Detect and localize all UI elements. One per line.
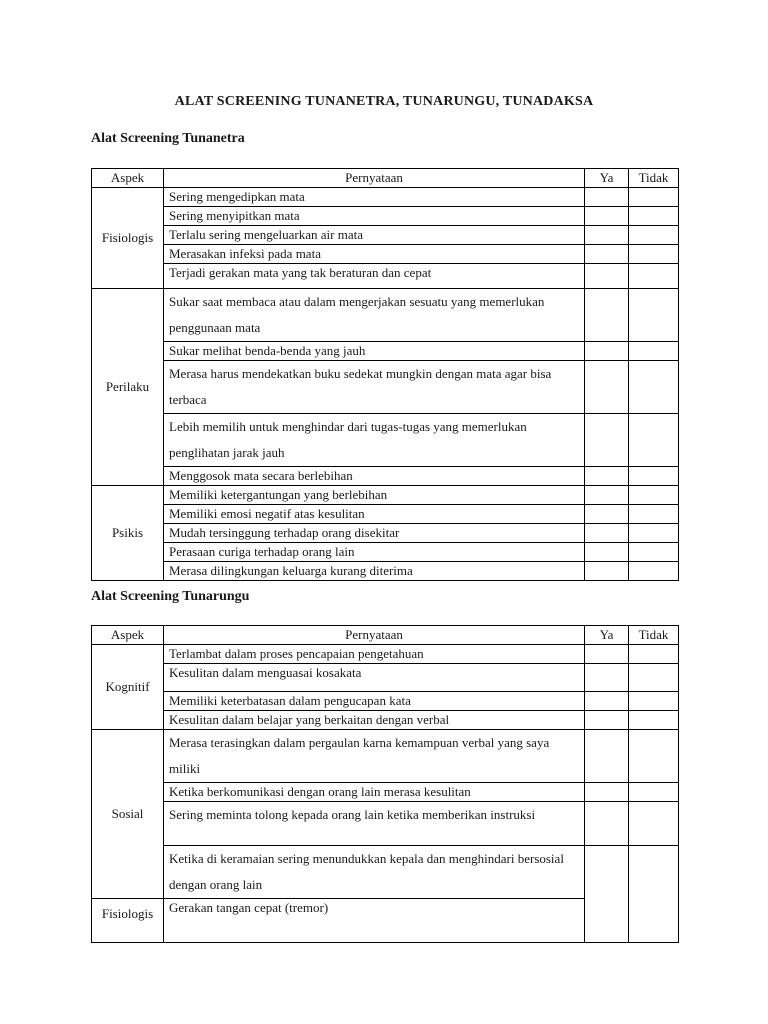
ya-checkbox-cell[interactable] [585, 245, 629, 264]
statement-cell: Terjadi gerakan mata yang tak beraturan dan cepat [164, 264, 585, 289]
ya-checkbox-cell[interactable] [585, 361, 629, 414]
statement-cell: Ketika di keramaian sering menundukkan kepala dan menghindari bersosial dengan orang lain [164, 846, 585, 899]
table-header-row [92, 169, 679, 188]
statement-cell: Ketika berkomunikasi dengan orang lain merasa kesulitan [164, 783, 585, 802]
table-row [92, 414, 679, 467]
ya-checkbox-cell[interactable] [585, 645, 629, 664]
section-heading-tunarungu: Alat Screening Tunarungu [91, 589, 250, 604]
statement-cell: Kesulitan dalam menguasai kosakata [164, 664, 585, 692]
tidak-checkbox-cell[interactable] [629, 207, 679, 226]
table-row [92, 207, 679, 226]
ya-checkbox-cell[interactable] [585, 692, 629, 711]
ya-checkbox-cell[interactable] [585, 486, 629, 505]
table-row [92, 692, 679, 711]
tidak-checkbox-cell[interactable] [629, 414, 679, 467]
tidak-checkbox-cell[interactable] [629, 188, 679, 207]
aspek-cell: Kognitif [92, 645, 164, 730]
table-row [92, 486, 679, 505]
statement-cell: Memiliki emosi negatif atas kesulitan [164, 505, 585, 524]
ya-checkbox-cell[interactable] [585, 342, 629, 361]
ya-checkbox-cell[interactable] [585, 188, 629, 207]
header-ya: Ya [585, 626, 629, 645]
tidak-checkbox-cell[interactable] [629, 664, 679, 692]
table-row [92, 524, 679, 543]
ya-checkbox-cell[interactable] [585, 207, 629, 226]
statement-cell: Merasa harus mendekatkan buku sedekat mungkin dengan mata agar bisa terbaca [164, 361, 585, 414]
ya-checkbox-cell[interactable] [585, 730, 629, 783]
table-row [92, 711, 679, 730]
table-row [92, 245, 679, 264]
document-title: ALAT SCREENING TUNANETRA, TUNARUNGU, TUNADAKSA [174, 94, 594, 109]
tidak-checkbox-cell[interactable] [629, 226, 679, 245]
statement-cell: Kesulitan dalam belajar yang berkaitan dengan verbal [164, 711, 585, 730]
header-ya: Ya [585, 169, 629, 188]
statement-cell: Merasa dilingkungan keluarga kurang diterima [164, 562, 585, 581]
statement-cell: Sukar saat membaca atau dalam mengerjakan sesuatu yang memerlukan penggunaan mata [164, 289, 585, 342]
table-row [92, 264, 679, 289]
ya-checkbox-cell[interactable] [585, 783, 629, 802]
tidak-checkbox-cell[interactable] [629, 264, 679, 289]
statement-cell: Sering meminta tolong kepada orang lain ketika memberikan instruksi [164, 802, 585, 846]
ya-checkbox-cell[interactable] [585, 711, 629, 730]
table-row [92, 562, 679, 581]
tidak-checkbox-cell[interactable] [629, 846, 679, 943]
table-row [92, 543, 679, 562]
table-row [92, 289, 679, 342]
tidak-checkbox-cell[interactable] [629, 486, 679, 505]
aspek-cell: Fisiologis [92, 188, 164, 289]
statement-cell: Menggosok mata secara berlebihan [164, 467, 585, 486]
statement-cell: Sering mengedipkan mata [164, 188, 585, 207]
tidak-checkbox-cell[interactable] [629, 562, 679, 581]
statement-cell: Memiliki keterbatasan dalam pengucapan kata [164, 692, 585, 711]
tidak-checkbox-cell[interactable] [629, 467, 679, 486]
ya-checkbox-cell[interactable] [585, 543, 629, 562]
aspek-cell: Fisiologis [92, 899, 164, 943]
aspek-cell: Sosial [92, 730, 164, 899]
ya-checkbox-cell[interactable] [585, 414, 629, 467]
table-row [92, 730, 679, 783]
table-row [92, 505, 679, 524]
tidak-checkbox-cell[interactable] [629, 692, 679, 711]
ya-checkbox-cell[interactable] [585, 846, 629, 943]
tidak-checkbox-cell[interactable] [629, 289, 679, 342]
tidak-checkbox-cell[interactable] [629, 342, 679, 361]
table-row [92, 188, 679, 207]
statement-cell: Lebih memilih untuk menghindar dari tugas-tugas yang memerlukan penglihatan jarak jauh [164, 414, 585, 467]
header-pernyataan: Pernyataan [164, 169, 585, 188]
statement-cell: Memiliki ketergantungan yang berlebihan [164, 486, 585, 505]
tidak-checkbox-cell[interactable] [629, 524, 679, 543]
tidak-checkbox-cell[interactable] [629, 711, 679, 730]
ya-checkbox-cell[interactable] [585, 226, 629, 245]
table-row [92, 226, 679, 245]
statement-cell: Merasakan infeksi pada mata [164, 245, 585, 264]
tunarungu-table [91, 625, 679, 943]
table-row [92, 467, 679, 486]
header-aspek: Aspek [92, 626, 164, 645]
ya-checkbox-cell[interactable] [585, 467, 629, 486]
tidak-checkbox-cell[interactable] [629, 543, 679, 562]
tidak-checkbox-cell[interactable] [629, 645, 679, 664]
header-pernyataan: Pernyataan [164, 626, 585, 645]
header-aspek: Aspek [92, 169, 164, 188]
statement-cell: Perasaan curiga terhadap orang lain [164, 543, 585, 562]
tidak-checkbox-cell[interactable] [629, 361, 679, 414]
table-row [92, 802, 679, 846]
tidak-checkbox-cell[interactable] [629, 245, 679, 264]
ya-checkbox-cell[interactable] [585, 562, 629, 581]
aspek-cell: Psikis [92, 486, 164, 581]
ya-checkbox-cell[interactable] [585, 524, 629, 543]
aspek-cell: Perilaku [92, 289, 164, 486]
ya-checkbox-cell[interactable] [585, 664, 629, 692]
statement-cell: Mudah tersinggung terhadap orang disekitar [164, 524, 585, 543]
table-row [92, 846, 679, 899]
table-row [92, 783, 679, 802]
statement-cell: Sukar melihat benda-benda yang jauh [164, 342, 585, 361]
ya-checkbox-cell[interactable] [585, 264, 629, 289]
header-tidak: Tidak [629, 169, 679, 188]
tidak-checkbox-cell[interactable] [629, 730, 679, 783]
table-row [92, 645, 679, 664]
table-row [92, 361, 679, 414]
ya-checkbox-cell[interactable] [585, 505, 629, 524]
tunanetra-table [91, 168, 679, 581]
section-heading-tunanetra: Alat Screening Tunanetra [91, 131, 245, 146]
statement-cell: Terlambat dalam proses pencapaian pengetahuan [164, 645, 585, 664]
header-tidak: Tidak [629, 626, 679, 645]
ya-checkbox-cell[interactable] [585, 802, 629, 846]
table-row [92, 342, 679, 361]
tidak-checkbox-cell[interactable] [629, 802, 679, 846]
table-header-row [92, 626, 679, 645]
statement-cell: Merasa terasingkan dalam pergaulan karna kemampuan verbal yang saya miliki [164, 730, 585, 783]
tidak-checkbox-cell[interactable] [629, 783, 679, 802]
tidak-checkbox-cell[interactable] [629, 505, 679, 524]
statement-cell: Terlalu sering mengeluarkan air mata [164, 226, 585, 245]
statement-cell: Sering menyipitkan mata [164, 207, 585, 226]
table-row [92, 664, 679, 692]
statement-cell: Gerakan tangan cepat (tremor) [164, 899, 585, 943]
ya-checkbox-cell[interactable] [585, 289, 629, 342]
